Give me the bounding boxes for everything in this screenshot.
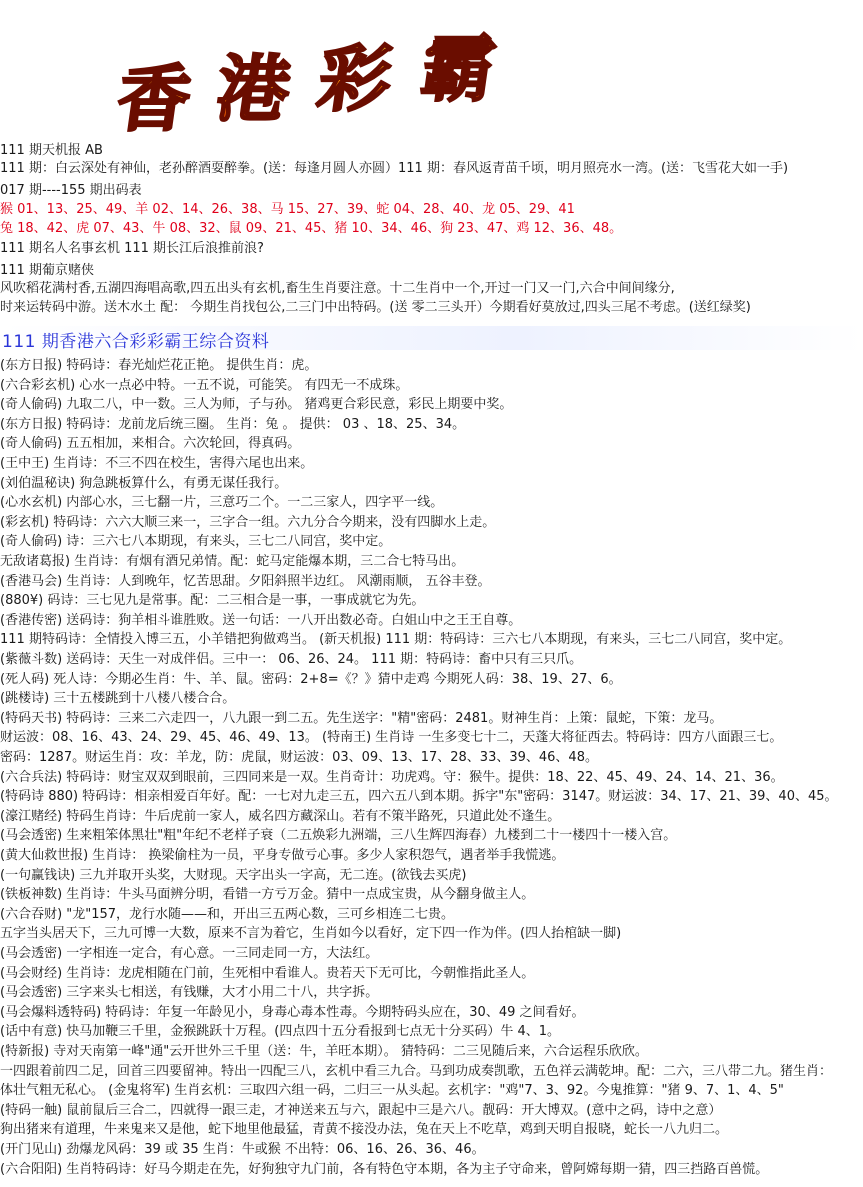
text-line: (奇人偷码) 诗：三六七八本期现，有来头，三七二八同宫，奖中定。 [0,534,392,550]
text-line: (铁板神数) 生肖诗：牛头马面辨分明，看错一方亏万金。猜中一点成宝贵，从今翻身做主人。 [0,887,535,903]
text-line: (王中王) 生肖诗：不三不四在校生，害得六尾也出来。 [0,456,314,471]
text-line: (一句赢钱诀) 三九并取开头奖，大财现。天字出头一字高，无二连。(欲钱去买虎) [0,867,467,883]
text-line: (880¥) 码诗：三七见九是常事。配：二三相合是一事，一事成就它为先。 [0,593,425,609]
text-line: 111 期天机报 AB [0,143,103,158]
text-line: (奇人偷码) 九取二八，中一数。三人为师，子与孙。 猪鸡更合彩民意，彩民上期要中奖。 [0,397,513,413]
text-line: (东方日报) 特码诗：春光灿烂花正艳。 提供生肖：虎。 [0,358,318,373]
text-line: (话中有意) 快马加鞭三千里，金猴跳跃十万程。(四点四十五分看报到七点无十分买码）牛 4、1。 [0,1024,561,1040]
text-line: (跳楼诗) 三十五楼跳到十八楼八楼合合。 [0,691,236,707]
text-line: (心水玄机) 内部心水，三七翻一片，三意巧二个。一二三家人，四字平一线。 [0,495,444,511]
text-line: (刘伯温秘诀) 狗急跳板算什么，有勇无谋任我行。 [0,475,288,491]
text-line: (特码天书) 特码诗：三来二六走四一，八九跟一到二五。先生送字："精"密码：2481。财神生肖：上策：鼠蛇，下策：龙马。 [0,710,723,726]
site-logo [111,28,528,142]
text-line: 五字当头居天下，三九可博一大数，原来不言为着它，生肖如今以看好，定下四一作为伴。(四人抬棺缺一脚) [0,926,622,942]
text-line: (彩玄机) 特码诗：六六大顺三来一，三字合一组。六九分合今期来，没有四脚水上走。 [0,514,496,530]
text-line: (马会透密) 三字来头七相送，有钱赚，大才小用二十八，共字拆。 [0,985,379,1001]
text-line: (特码诗 880) 特码诗：相亲相爱百年好。配：一七对九走三五，四六五八到本期。拆字"东"密码：3147。财运波：34、17、21、39、40、45。 [0,789,838,805]
text-line: 风吹稻花满村香,五湖四海唱高歌,四五出头有玄机,畜生生肖要注意。十二生肖中一个,开过一门又一门,六合中间间缘分, [0,281,675,296]
text-line: 一四跟着前四二足，回首三四要留神。特出一四配三八，玄机中看三九合。马到功成奏凯歌，五色祥云满乾坤。配：二六，三八带二九。猪生肖： [0,1063,833,1079]
text-line: (香港马会) 生肖诗：人到晚年，忆苦思甜。夕阳斜照半边红。 风潮雨顺， 五谷丰登。 [0,573,491,589]
text-line: (东方日报) 特码诗：龙前龙后统三圈。 生肖：兔 。 提供： 03 、18、25、34。 [0,416,466,432]
svg-text:香: 香 [111,58,196,142]
text-line: 111 期名人名事玄机 111 期长江后浪推前浪? [0,241,264,256]
section-title-bar [0,326,863,350]
text-line: 猴 01、13、25、49、羊 02、14、26、38、马 15、27、39、蛇 04、28、40、龙 05、29、41 [0,202,575,217]
text-line: (马会爆料透特码) 特码诗：年复一年龄见小，身毒心毒本性毒。今期特码头应在，30、49 之间看好。 [0,1004,585,1020]
text-line: 111 期葡京赌侠 [0,263,94,278]
text-line: (黄大仙救世报) 生肖诗： 换梁偷柱为一员，平身专做亏心事。多少人家积怨气，遇者举手我慌逃。 [0,848,565,863]
text-line: 财运波：08、16、43、24、29、45、46、49、13。 (特南王) 生肖诗 一生多变七十二，天蓬大将征西去。特码诗：四方八面跟三七。 [0,730,783,746]
text-line: (六合兵法) 特码诗：财宝双双到眼前，三四同来是一双。生肖奇计：功虎鸡。守：猴牛。提供：18、22、45、49、24、14、21、36。 [0,769,784,785]
text-line: 无敌诸葛报) 生肖诗：有烟有酒兄弟情。配：蛇马定能爆本期，三二合七特马出。 [0,554,465,569]
text-line: (开门见山) 劲爆龙风码：39 或 35 生肖：牛或猴 不出特：06、16、26、36、46。 [0,1142,485,1157]
text-line: (马会透密) 一字相连一定合，有心意。一三同走同一方，大法红。 [0,946,379,961]
text-line: (紫薇斗数) 送码诗：天生一对成伴侣。三中一： 06、26、24。 111 期：特码诗：畜中只有三只爪。 [0,652,583,667]
text-line: (特码一触) 鼠前鼠后三合二，四就得一跟三走，才神送来五与六，跟起中三是六八。靓码：开大博双。(意中之码，诗中之意） [0,1102,722,1118]
text-line: (濠江赌经) 特码生肖诗：牛后虎前一家人，威名四方藏深山。若有不策半路死，只道此处不逢生。 [0,808,561,824]
svg-text:港: 港 [211,48,296,132]
text-line: (六合阳阳) 生肖特码诗：好马今期走在先，好狗独守九门前，各有特色守本期，各为主子守命来，曾阿嫦每期一猜，四三挡路百兽慌。 [0,1161,769,1177]
text-line: (奇人偷码) 五五相加，来相合。六次轮回，得真码。 [0,436,301,452]
text-line: 017 期----155 期出码表 [0,183,142,198]
text-line: 111 期特码诗：全情投入博三五，小羊错把狗做鸡当。 (新天机报) 111 期：特码诗：三六七八本期现，有来头，三七二八同宫，奖中定。 [0,632,792,648]
text-line: (死人码) 死人诗：今期必生肖：牛、羊、鼠。密码：2+8=《？》猜中走鸡 今期死人码：38、19、27、6。 [0,671,622,687]
section-title: 111 期香港六合彩彩霸王综合资料 [2,332,270,352]
text-line: (六合吞财) "龙"157，龙行水随——和，开出三五两心数，三可乡相连二七贵。 [0,906,455,922]
text-line: (马会透密) 生来粗笨体黑壮"粗"年纪不老样子衰（二五焕彩九洲端，三八生辉四海春）九楼到二十一楼四十一楼入宫。 [0,828,677,844]
text-line: (六合彩玄机) 心水一点必中特。一五不说，可能笑。 有四无一不成珠。 [0,377,409,393]
text-line: (香港传密) 送码诗：狗羊相斗谁胜败。送一句话：一八开出数必奇。白姐山中之王王自尊。 [0,612,522,628]
header-banner [0,0,530,140]
text-line: 体壮气粗无私心。 (金鬼将军) 生肖玄机：三取四六组一码，二归三一从头起。玄机字："鸡"7、3、92。今鬼推算："猪 9、7、1、4、5" [0,1083,784,1099]
text-line: 狗出猪来有道理，牛来鬼来又是他，蛇下地里他最猛，青黄不接没办法，兔在天上不吃草，鸡到天明自报晓，蛇长一八九归二。 [0,1122,729,1138]
svg-text:霸: 霸 [416,28,500,112]
text-line: (马会财经) 生肖诗：龙虎相随在门前，生死相中看谁人。贵若天下无可比，今朝惟指此圣人。 [0,965,535,981]
text-line: 兔 18、42、虎 07、43、牛 08、32、鼠 09、21、45、猪 10、34、46、狗 23、47、鸡 12、36、48。 [0,221,623,236]
text-line: 111 期：白云深处有神仙，老孙醉酒耍醉拳。(送：每逢月圆人亦圆）111 期：春风返青苗千顷，明月照亮水一湾。(送：飞雪花大如一手) [0,161,789,176]
text-line: (特新报) 寺对天南第一峰"通"云开世外三千里（送：牛，羊旺本期）。 猜特码：二三见随后来，六合运程乐欣欣。 [0,1044,648,1059]
text-line: 密码：1287。财运生肖：攻：羊龙，防：虎鼠，财运波：03、09、13、17、28、33、39、46、48。 [0,750,598,765]
svg-text:彩: 彩 [312,38,397,122]
text-line: 时来运转码中游。送木水土 配： 今期生肖找包公,二三门中出特码。(送 零二三头开）今期看好莫放过,四头三尾不考虑。(送红绿奖) [0,300,751,315]
